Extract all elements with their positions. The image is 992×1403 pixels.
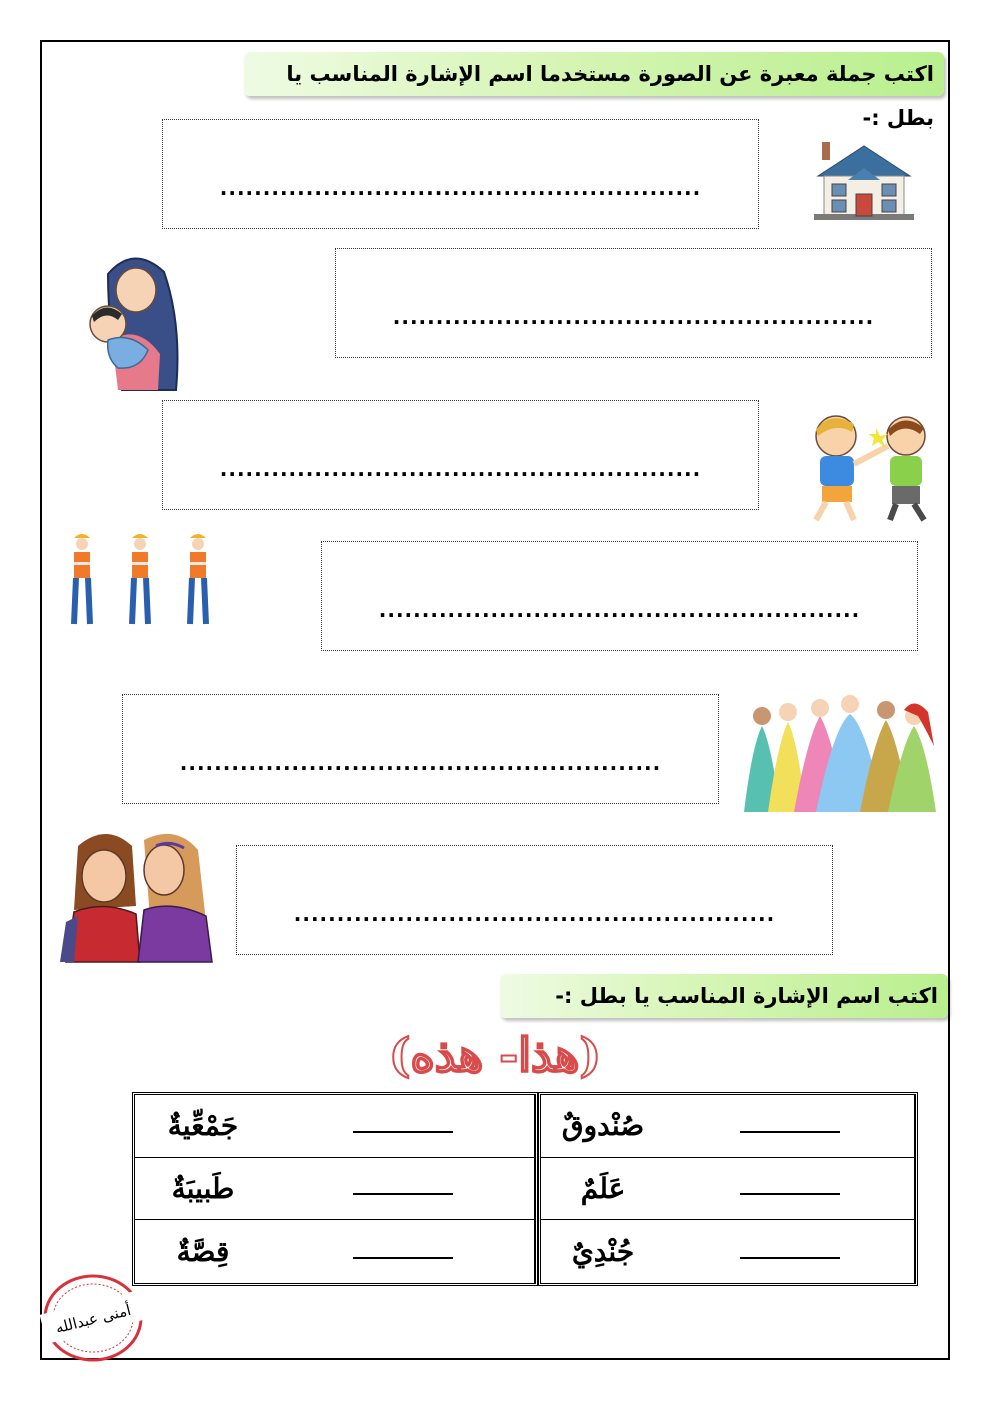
right-table: [538, 1092, 918, 1286]
table-row: [541, 1220, 915, 1283]
instruction-text-1: اكتب جملة معبرة عن الصورة مستخدما اسم الإشارة المناسب يا بطل :-: [286, 62, 934, 130]
blank-answer-cell[interactable]: [665, 1220, 915, 1283]
instruction-banner-1: [244, 52, 944, 130]
blank-answer-cell[interactable]: [271, 1095, 535, 1157]
word-cell: جَمْعِّيةٌ: [167, 1109, 239, 1143]
answer-line: ........................................................: [293, 902, 776, 926]
instruction-text-2: اكتب اسم الإشارة المناسب يا بطل :-: [555, 984, 938, 1008]
stamp-text: أمنى عبدالله: [53, 1300, 133, 1338]
answer-line: ........................................................: [219, 176, 702, 200]
answer-box-3[interactable]: [162, 400, 759, 510]
answer-box-4[interactable]: [321, 541, 918, 651]
answer-box-2[interactable]: [335, 248, 932, 358]
two-girls-whispering-icon: [60, 826, 214, 964]
table-row: [135, 1158, 535, 1221]
table-row: [541, 1095, 915, 1158]
answer-line: ........................................................: [392, 305, 875, 329]
princesses-group-icon: [738, 686, 944, 814]
word-cell: قِصَّةٌ: [176, 1235, 230, 1269]
demonstrative-choices: (هذا- هذه): [388, 1028, 602, 1082]
instruction-banner-2: [500, 974, 948, 1018]
blank-answer-cell[interactable]: [665, 1158, 915, 1220]
answer-line: ........................................................: [378, 598, 861, 622]
table-row: [541, 1158, 915, 1221]
blank-answer-cell[interactable]: [271, 1158, 535, 1220]
left-table: [132, 1092, 538, 1286]
answer-line: ........................................................: [219, 457, 702, 481]
answer-box-6[interactable]: [236, 845, 833, 955]
blank-answer-cell[interactable]: [271, 1220, 535, 1283]
author-stamp: [38, 1268, 148, 1368]
answer-box-5[interactable]: [122, 694, 719, 804]
boys-fighting-icon: [800, 406, 942, 524]
word-cell: جُنْدِيٌ: [571, 1235, 635, 1269]
answer-line: ........................................................: [179, 751, 662, 775]
house-icon: [808, 140, 920, 222]
blank-answer-cell[interactable]: [665, 1095, 915, 1157]
table-row: [135, 1095, 535, 1158]
word-cell: صُنْدوقٌ: [561, 1109, 645, 1143]
answer-box-1[interactable]: [162, 119, 759, 229]
word-cell: طَبيبَةٌ: [171, 1171, 235, 1205]
word-cell: عَلَمٌ: [580, 1171, 626, 1205]
mother-holding-baby-icon: [78, 244, 190, 394]
table-row: [135, 1220, 535, 1283]
three-workers-icon: [62, 528, 222, 628]
